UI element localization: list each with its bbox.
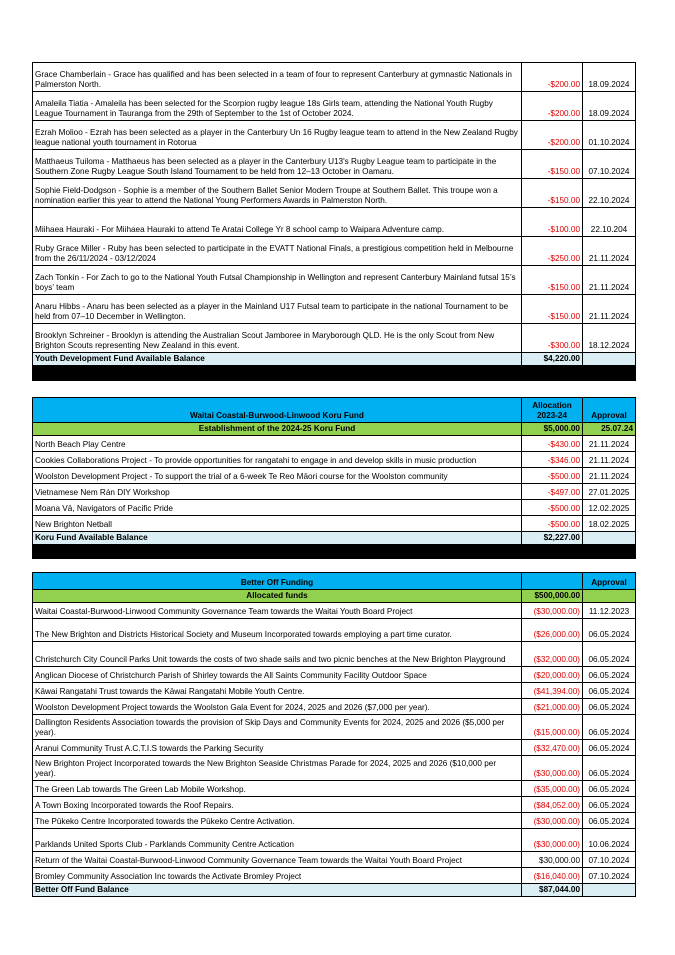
- row-amount: ($30,000.00): [522, 603, 583, 619]
- row-date: 21.11.2024: [583, 237, 636, 266]
- row-amount: -$200.00: [522, 63, 583, 92]
- better-off-row: [33, 715, 636, 740]
- youth-fund-row: [33, 92, 636, 121]
- koru-header-row: [33, 398, 636, 423]
- section-divider: [33, 545, 636, 559]
- better-off-allocated-label: Allocated funds: [33, 590, 522, 603]
- better-off-row: [33, 813, 636, 829]
- row-date: 06.05.2024: [583, 642, 636, 667]
- row-amount: ($26,000.00): [522, 619, 583, 642]
- row-amount: -$150.00: [522, 295, 583, 324]
- better-off-row: [33, 667, 636, 683]
- row-date: 22.10.204: [583, 208, 636, 237]
- row-amount: ($32,470.00): [522, 740, 583, 756]
- youth-fund-row: [33, 266, 636, 295]
- row-date: 21.11.2024: [583, 468, 636, 484]
- row-date: 21.11.2024: [583, 452, 636, 468]
- row-description: Parklands United Sports Club - Parklands Community Centre Actication: [33, 829, 522, 852]
- row-description: North Beach Play Centre: [33, 436, 522, 452]
- youth-balance-row: [33, 353, 636, 366]
- row-description: Dallington Residents Association towards the provision of Skip Days and Community Events for 2024, 2025 and 2026 ($5,000 per year).: [33, 715, 522, 740]
- koru-fund-row: [33, 452, 636, 468]
- better-off-row: [33, 699, 636, 715]
- row-description: Return of the Waitai Coastal-Burwood-Linwood Community Governance Team towards the Waitai Youth Board Project: [33, 852, 522, 868]
- koru-fund-row: [33, 500, 636, 516]
- row-amount: ($30,000.00): [522, 756, 583, 781]
- row-date: 18.09.2024: [583, 63, 636, 92]
- better-off-approval-header: Approval: [583, 573, 636, 590]
- row-description: Woolston Development Project towards the Woolston Gala Event for 2024, 2025 and 2026 ($7,000 per year).: [33, 699, 522, 715]
- koru-establishment-row: [33, 423, 636, 436]
- row-amount: ($30,000.00): [522, 829, 583, 852]
- koru-fund-row: [33, 468, 636, 484]
- row-date: 21.11.2024: [583, 266, 636, 295]
- row-amount: -$150.00: [522, 179, 583, 208]
- koru-balance-row: [33, 532, 636, 545]
- row-date: 06.05.2024: [583, 797, 636, 813]
- row-amount: ($15,000.00): [522, 715, 583, 740]
- row-date: 10.06.2024: [583, 829, 636, 852]
- row-description: New Brighton Netball: [33, 516, 522, 532]
- youth-balance-label: Youth Development Fund Available Balance: [33, 353, 522, 366]
- youth-fund-row: [33, 179, 636, 208]
- better-off-row: [33, 852, 636, 868]
- row-date: 07.10.2024: [583, 868, 636, 884]
- row-amount: -$200.00: [522, 92, 583, 121]
- row-amount: -$500.00: [522, 516, 583, 532]
- youth-fund-row: [33, 150, 636, 179]
- better-off-row: [33, 619, 636, 642]
- youth-fund-row: [33, 237, 636, 266]
- row-date: 07.10.2024: [583, 852, 636, 868]
- row-amount: ($16,040.00): [522, 868, 583, 884]
- better-off-row: [33, 603, 636, 619]
- row-description: Bromley Community Association Inc towards the Activate Bromley Project: [33, 868, 522, 884]
- better-off-balance-value: $87,044.00: [522, 884, 583, 897]
- better-off-allocated-amount: $500,000.00: [522, 590, 583, 603]
- row-amount: ($21,000.00): [522, 699, 583, 715]
- row-amount: -$200.00: [522, 121, 583, 150]
- row-amount: -$497.00: [522, 484, 583, 500]
- row-date: 12.02.2025: [583, 500, 636, 516]
- youth-fund-row: [33, 63, 636, 92]
- koru-establishment-date: 25.07.24: [583, 423, 636, 436]
- koru-fund-row: [33, 516, 636, 532]
- row-description: Matthaeus Tuiloma - Matthaeus has been selected as a player in the Canterbury U13's Rugby League team to participate in the Southern Zone Rugby League South Island Tournament to be held from 12–13 October in Oamaru.: [33, 150, 522, 179]
- row-description: Sophie Field-Dodgson - Sophie is a member of the Southern Ballet Senior Modern Troupe at Southern Ballet. This troupe won a nomination earlier this year to attend the National Young Performers Awards in Palmerston North.: [33, 179, 522, 208]
- row-description: Cookies Collaborations Project - To provide opportunities for rangatahi to engage in and develop skills in music production: [33, 452, 522, 468]
- better-off-row: [33, 756, 636, 781]
- row-date: 27.01.2025: [583, 484, 636, 500]
- row-amount: ($35,000.00): [522, 781, 583, 797]
- row-date: 06.05.2024: [583, 813, 636, 829]
- row-date: 06.05.2024: [583, 667, 636, 683]
- row-description: Miihaea Hauraki - For Miihaea Hauraki to attend Te Aratai College Yr 8 school camp to Waipara Adventure camp.: [33, 208, 522, 237]
- row-amount: -$346.00: [522, 452, 583, 468]
- row-date: 22.10.2024: [583, 179, 636, 208]
- row-date: 18.02.2025: [583, 516, 636, 532]
- row-description: A Town Boxing Incorporated towards the Roof Repairs.: [33, 797, 522, 813]
- row-description: Amaleila Tiatia - Amaleila has been selected for the Scorpion rugby league 18s Girls team, attending the National Youth Rugby League Tournament in Tauranga from the 29th of September to the 1st of October 2024.: [33, 92, 522, 121]
- koru-establishment-label: Establishment of the 2024-25 Koru Fund: [33, 423, 522, 436]
- better-off-header-row: [33, 573, 636, 590]
- row-amount: -$430.00: [522, 436, 583, 452]
- row-date: 06.05.2024: [583, 740, 636, 756]
- row-date: 21.11.2024: [583, 436, 636, 452]
- better-off-row: [33, 642, 636, 667]
- row-description: Aranui Community Trust A.C.T.I.S towards the Parking Security: [33, 740, 522, 756]
- row-amount: ($20,000.00): [522, 667, 583, 683]
- youth-fund-row: [33, 324, 636, 353]
- better-off-row: [33, 829, 636, 852]
- koru-allocation-header: Allocation 2023-24: [522, 398, 583, 423]
- row-amount: -$500.00: [522, 500, 583, 516]
- row-date: 18.12.2024: [583, 324, 636, 353]
- row-amount: ($32,000.00): [522, 642, 583, 667]
- koru-approval-header: Approval: [583, 398, 636, 423]
- koru-title: Waitai Coastal-Burwood-Linwood Koru Fund: [33, 398, 522, 423]
- row-amount: ($30,000.00): [522, 813, 583, 829]
- section-divider: [33, 366, 636, 381]
- better-off-row: [33, 740, 636, 756]
- row-date: 01.10.2024: [583, 121, 636, 150]
- youth-fund-table: [32, 62, 636, 381]
- row-date: 06.05.2024: [583, 699, 636, 715]
- row-description: Anaru Hibbs - Anaru has been selected as a player in the Mainland U17 Futsal team to participate in the national Tournament to be held from 07–10 December in Wellington.: [33, 295, 522, 324]
- row-date: 06.05.2024: [583, 683, 636, 699]
- row-description: Grace Chamberlain - Grace has qualified and has been selected in a team of four to represent Canterbury at gymnastic Nationals in Palmerston North.: [33, 63, 522, 92]
- better-off-row: [33, 868, 636, 884]
- row-date: 11.12.2023: [583, 603, 636, 619]
- row-description: Ruby Grace Miller - Ruby has been selected to participate in the EVATT National Finals, a prestigious competition held in Melbourne from the 26/11/2024 - 03/12/2024: [33, 237, 522, 266]
- koru-balance-value: $2,227.00: [522, 532, 583, 545]
- row-description: Vietnamese Nem Rán DIY Workshop: [33, 484, 522, 500]
- row-amount: ($84,052.00): [522, 797, 583, 813]
- row-description: Brooklyn Schreiner - Brooklyn is attending the Australian Scout Jamboree in Maryborough QLD. He is the only Scout from New Brighton Scouts representing New Zealand in this event.: [33, 324, 522, 353]
- row-description: Waitai Coastal-Burwood-Linwood Community Governance Team towards the Waitai Youth Board Project: [33, 603, 522, 619]
- row-description: New Brighton Project Incorporated towards the New Brighton Seaside Christmas Parade for 2024, 2025 and 2026 ($10,000 per year).: [33, 756, 522, 781]
- row-amount: -$150.00: [522, 150, 583, 179]
- row-amount: -$250.00: [522, 237, 583, 266]
- better-off-allocated-row: [33, 590, 636, 603]
- row-amount: -$100.00: [522, 208, 583, 237]
- better-off-row: [33, 683, 636, 699]
- koru-balance-label: Koru Fund Available Balance: [33, 532, 522, 545]
- row-date: 06.05.2024: [583, 756, 636, 781]
- row-description: The Green Lab towards The Green Lab Mobile Workshop.: [33, 781, 522, 797]
- youth-fund-row: [33, 295, 636, 324]
- koru-fund-table: [32, 397, 636, 559]
- row-description: Zach Tonkin - For Zach to go to the National Youth Futsal Championship in Wellington and represent Canterbury Mainland futsal 15’s boys’ team: [33, 266, 522, 295]
- row-amount: $30,000.00: [522, 852, 583, 868]
- row-description: The New Brighton and Districts Historical Society and Museum Incorporated towards employing a part time curator.: [33, 619, 522, 642]
- youth-fund-row: [33, 121, 636, 150]
- better-off-row: [33, 781, 636, 797]
- row-description: Moana Vā, Navigators of Pacific Pride: [33, 500, 522, 516]
- row-description: Christchurch City Council Parks Unit towards the costs of two shade sails and two picnic benches at the New Brighton Playground: [33, 642, 522, 667]
- row-description: The Pūkeko Centre Incorporated towards the Pūkeko Centre Activation.: [33, 813, 522, 829]
- row-amount: ($41,394.00): [522, 683, 583, 699]
- better-off-title: Better Off Funding: [33, 573, 522, 590]
- row-amount: -$300.00: [522, 324, 583, 353]
- row-date: 06.05.2024: [583, 781, 636, 797]
- row-description: Ezrah Molioo - Ezrah has been selected as a player in the Canterbury Un 16 Rugby league team to attend in the New Zealand Rugby league national youth tournament in Rotorua: [33, 121, 522, 150]
- koru-establishment-amount: $5,000.00: [522, 423, 583, 436]
- better-off-balance-label: Better Off Fund Balance: [33, 884, 522, 897]
- row-description: Anglican Diocese of Christchurch Parish of Shirley towards the All Saints Community Facility Outdoor Space: [33, 667, 522, 683]
- better-off-balance-row: [33, 884, 636, 897]
- youth-balance-value: $4,220.00: [522, 353, 583, 366]
- koru-fund-row: [33, 436, 636, 452]
- row-date: 18.09.2024: [583, 92, 636, 121]
- better-off-row: [33, 797, 636, 813]
- row-date: 06.05.2024: [583, 715, 636, 740]
- row-amount: -$500.00: [522, 468, 583, 484]
- row-amount: -$150.00: [522, 266, 583, 295]
- row-date: 21.11.2024: [583, 295, 636, 324]
- row-description: Woolston Development Project - To support the trial of a 6-week Te Reo Māori course for the Woolston community: [33, 468, 522, 484]
- row-date: 07.10.2024: [583, 150, 636, 179]
- better-off-table: [32, 572, 636, 897]
- row-description: Kāwai Rangatahi Trust towards the Kāwai Rangatahi Mobile Youth Centre.: [33, 683, 522, 699]
- koru-fund-row: [33, 484, 636, 500]
- row-date: 06.05.2024: [583, 619, 636, 642]
- youth-fund-row: [33, 208, 636, 237]
